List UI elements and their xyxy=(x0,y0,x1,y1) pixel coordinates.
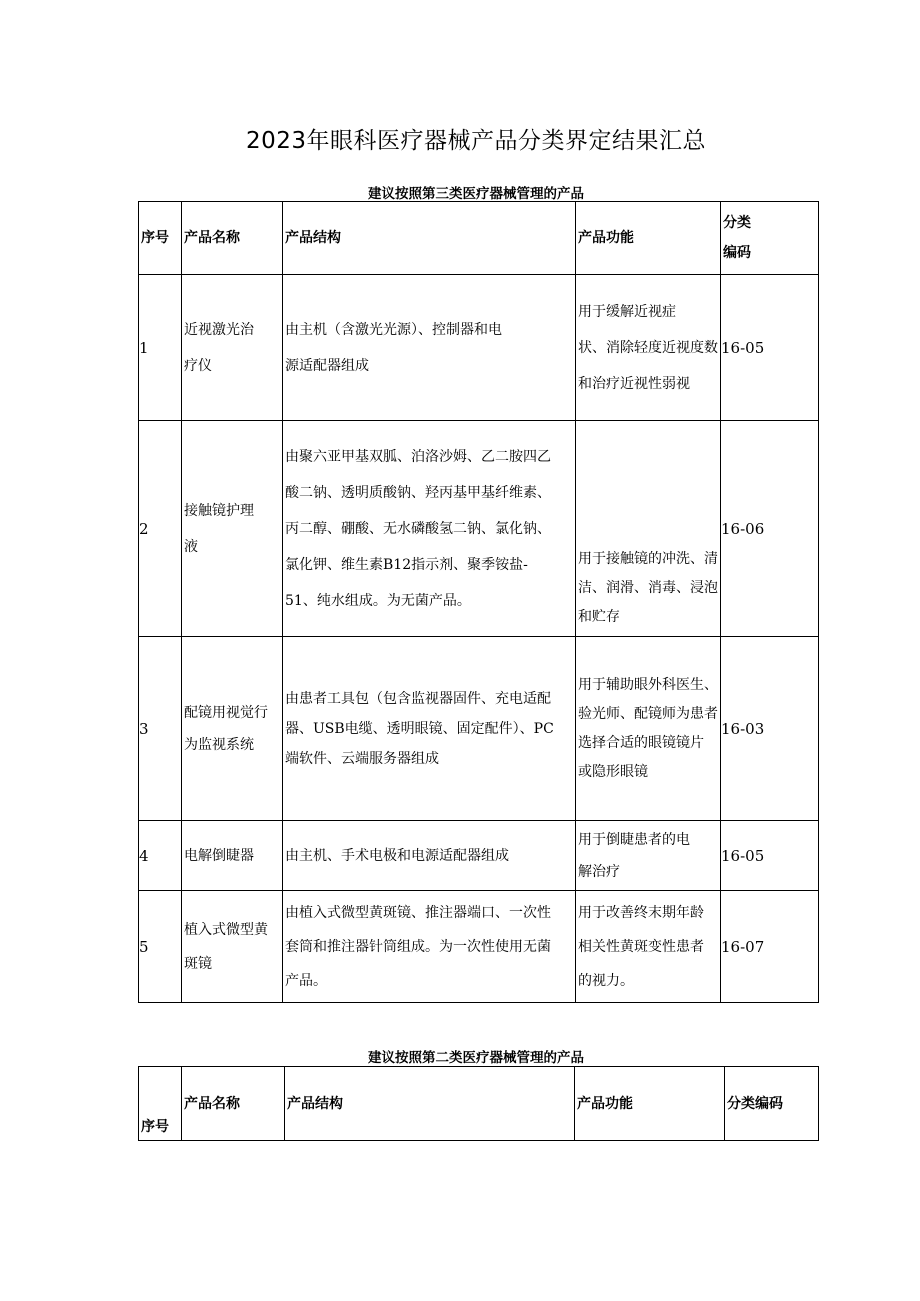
function-line: 或隐形眼镜 xyxy=(578,763,648,780)
name-line: 疗仪 xyxy=(184,357,212,374)
row-no: 5 xyxy=(139,891,182,1003)
row-function xyxy=(576,821,721,891)
structure-line: 由聚六亚甲基双胍、泊洛沙姆、乙二胺四乙 xyxy=(285,448,551,465)
header-name: 产品名称 xyxy=(182,202,283,275)
function-line: 用于辅助眼外科医生、 xyxy=(578,676,718,693)
name-line: 接触镜护理 xyxy=(184,502,254,519)
structure-line: 端软件、云端服务器组成 xyxy=(285,750,439,767)
name-line: 斑镜 xyxy=(184,955,212,972)
row-name xyxy=(182,821,283,891)
table-row xyxy=(139,275,819,421)
function-line: 用于接触镜的冲洗、清 xyxy=(578,551,718,567)
function-line: 和治疗近视性弱视 xyxy=(578,375,690,392)
function-line: 的视力。 xyxy=(578,972,634,989)
row-name xyxy=(182,637,283,821)
header-name: 产品名称 xyxy=(182,1067,285,1141)
row-code: 16-06 xyxy=(721,421,819,637)
row-structure xyxy=(283,637,576,821)
row-name xyxy=(182,891,283,1003)
header-structure: 产品结构 xyxy=(283,202,576,275)
structure-line: 酸二钠、透明质酸钠、羟丙基甲基纤维素、 xyxy=(285,484,551,501)
header-function: 产品功能 xyxy=(575,1067,725,1141)
row-no: 3 xyxy=(139,637,182,821)
section2-heading: 建议按照第二类医疗器械管理的产品 xyxy=(368,1050,584,1066)
table-header-row xyxy=(139,202,819,275)
header-function: 产品功能 xyxy=(576,202,721,275)
row-name xyxy=(182,421,283,637)
function-line: 相关性黄斑变性患者 xyxy=(578,938,704,955)
name-line: 液 xyxy=(184,538,198,555)
table-row xyxy=(139,637,819,821)
function-line: 洁、润滑、消毒、浸泡 xyxy=(578,580,718,596)
table-header-row xyxy=(139,1067,819,1141)
name-line: 配镜用视觉行 xyxy=(184,704,268,721)
class2-products-table xyxy=(138,1066,819,1141)
row-structure xyxy=(283,421,576,637)
structure-line: 由植入式微型黄斑镜、推注器端口、一次性 xyxy=(285,904,551,921)
table-row xyxy=(139,421,819,637)
row-code: 16-07 xyxy=(721,891,819,1003)
header-no: 序号 xyxy=(139,202,182,275)
header-code-line1: 分类 xyxy=(723,215,751,231)
structure-line: 51、纯水组成。为无菌产品。 xyxy=(285,592,471,609)
function-line: 解治疗 xyxy=(578,863,620,880)
structure-line: 源适配器组成 xyxy=(285,357,369,374)
name-line: 电解倒睫器 xyxy=(184,847,254,864)
structure-line: 由主机（含激光光源）、控制器和电 xyxy=(285,321,502,338)
header-structure: 产品结构 xyxy=(285,1067,575,1141)
row-no: 4 xyxy=(139,821,182,891)
name-line: 植入式微型黄 xyxy=(184,921,268,938)
structure-line: 器、USB电缆、透明眼镜、固定配件）、PC xyxy=(285,720,554,737)
function-line: 用于改善终末期年龄 xyxy=(578,904,704,921)
header-code xyxy=(721,202,819,275)
row-code: 16-05 xyxy=(721,275,819,421)
table-row xyxy=(139,891,819,1003)
header-code-line2: 编码 xyxy=(723,245,751,261)
function-line: 验光师、配镜师为患者 xyxy=(578,705,718,722)
table-row xyxy=(139,821,819,891)
structure-line: 套筒和推注器针筒组成。为一次性使用无菌 xyxy=(285,938,551,955)
header-no: 序号 xyxy=(139,1067,182,1141)
header-code: 分类编码 xyxy=(725,1067,819,1141)
section1-heading: 建议按照第三类医疗器械管理的产品 xyxy=(368,186,584,202)
row-code: 16-05 xyxy=(721,821,819,891)
function-line: 用于倒睫患者的电 xyxy=(578,831,690,848)
structure-line: 丙二醇、硼酸、无水磷酸氢二钠、氯化钠、 xyxy=(285,520,551,537)
structure-line: 氯化钾、维生素B12指示剂、聚季铵盐- xyxy=(285,556,528,573)
row-function xyxy=(576,891,721,1003)
name-line: 近视激光治 xyxy=(184,321,254,338)
row-no: 2 xyxy=(139,421,182,637)
function-line: 和贮存 xyxy=(578,609,620,625)
row-function xyxy=(576,637,721,821)
structure-line: 产品。 xyxy=(285,972,327,989)
name-line: 为监视系统 xyxy=(184,736,254,753)
document-title: 2023年眼科医疗器械产品分类界定结果汇总 xyxy=(245,128,707,154)
function-line: 状、消除轻度近视度数 xyxy=(578,339,718,356)
row-code: 16-03 xyxy=(721,637,819,821)
row-structure xyxy=(283,275,576,421)
row-function xyxy=(576,421,721,637)
row-no: 1 xyxy=(139,275,182,421)
structure-line: 由主机、手术电极和电源适配器组成 xyxy=(285,847,509,864)
function-line: 用于缓解近视症 xyxy=(578,303,676,320)
structure-line: 由患者工具包（包含监视器固件、充电适配 xyxy=(285,690,551,707)
row-name xyxy=(182,275,283,421)
row-function xyxy=(576,275,721,421)
row-structure xyxy=(283,891,576,1003)
function-line: 选择合适的眼镜镜片 xyxy=(578,734,704,751)
row-structure xyxy=(283,821,576,891)
class3-products-table xyxy=(138,201,819,1003)
